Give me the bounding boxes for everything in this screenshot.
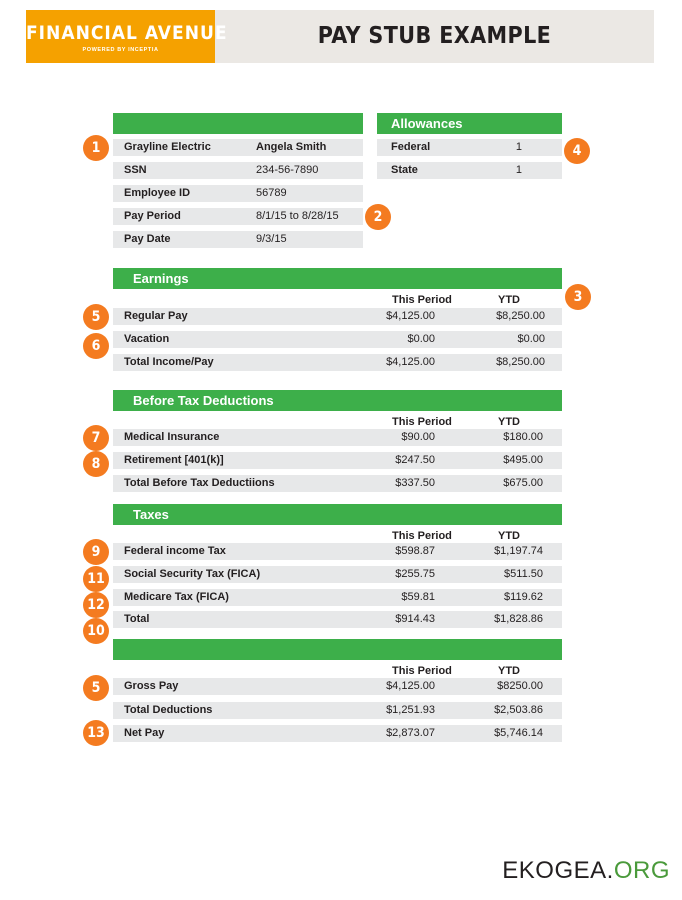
taxes-row — [113, 589, 562, 606]
callout-badge-12: 12 — [83, 592, 109, 618]
callout-badge-3: 3 — [565, 284, 591, 310]
callout-badge-1: 1 — [83, 135, 109, 161]
row-label: Net Pay — [124, 727, 165, 739]
allowance-row — [377, 162, 562, 179]
before-tax-row — [113, 452, 562, 469]
allowances-title: Allowances — [377, 113, 562, 134]
row-ytd: $511.50 — [504, 568, 543, 580]
callout-badge-4: 4 — [564, 138, 590, 164]
row-period: $337.50 — [395, 477, 435, 489]
row-period: $0.00 — [407, 333, 435, 345]
taxes-row — [113, 566, 562, 583]
row-period: $4,125.00 — [386, 680, 435, 692]
row-label: Vacation — [124, 333, 170, 345]
footer-brand: EKOGEA. — [502, 857, 614, 884]
earnings-title: Earnings — [113, 268, 562, 289]
summary-col-period: This Period — [392, 665, 452, 677]
row-period: $914.43 — [395, 613, 435, 625]
row-label: Total Before Tax Deductiions — [124, 477, 275, 489]
employee-id-value: 56789 — [256, 187, 287, 199]
page-title: PAY STUB EXAMPLE — [317, 23, 552, 49]
callout-badge-7: 7 — [83, 425, 109, 451]
callout-badge-13: 13 — [83, 720, 109, 746]
earnings-row — [113, 331, 562, 348]
allowance-federal-label: Federal — [391, 141, 431, 153]
allowance-state-label: State — [391, 164, 418, 176]
row-ytd: $180.00 — [503, 431, 543, 443]
row-ytd: $8250.00 — [497, 680, 543, 692]
earnings-col-period: This Period — [392, 294, 452, 306]
callout-badge-5b: 5 — [83, 675, 109, 701]
summary-row — [113, 725, 562, 742]
pay-period-value: 8/1/15 to 8/28/15 — [256, 210, 339, 222]
row-label: Medicare Tax (FICA) — [124, 591, 229, 603]
allowance-federal-value: 1 — [515, 141, 522, 153]
row-label: Regular Pay — [124, 310, 188, 322]
row-period: $59.81 — [401, 591, 435, 603]
callout-badge-2: 2 — [365, 204, 391, 230]
row-label: Total — [124, 613, 150, 625]
pay-date-value: 9/3/15 — [256, 233, 287, 245]
before-tax-title: Before Tax Deductions — [113, 390, 562, 411]
employee-row — [113, 162, 363, 179]
row-label: Gross Pay — [124, 680, 179, 692]
row-ytd: $8,250.00 — [496, 310, 545, 322]
row-label: Federal income Tax — [124, 545, 226, 557]
employee-row — [113, 185, 363, 202]
row-ytd: $1,197.74 — [494, 545, 543, 557]
row-label: Retirement [401(k)] — [124, 454, 224, 466]
summary-row — [113, 678, 562, 695]
row-period: $4,125.00 — [386, 310, 435, 322]
employee-name: Angela Smith — [256, 141, 327, 153]
taxes-col-ytd: YTD — [498, 530, 520, 542]
callout-badge-8: 8 — [83, 451, 109, 477]
earnings-col-ytd: YTD — [498, 294, 520, 306]
before-tax-col-period: This Period — [392, 416, 452, 428]
row-period: $4,125.00 — [386, 356, 435, 368]
row-period: $90.00 — [401, 431, 435, 443]
row-period: $255.75 — [395, 568, 435, 580]
row-period: $598.87 — [395, 545, 435, 557]
allowance-row — [377, 139, 562, 156]
summary-section-bar — [113, 639, 562, 660]
employee-row — [113, 208, 363, 225]
ssn-label: SSN — [124, 164, 147, 176]
earnings-row — [113, 354, 562, 371]
ssn-value: 234-56-7890 — [256, 164, 319, 176]
row-ytd: $8,250.00 — [496, 356, 545, 368]
row-period: $247.50 — [395, 454, 435, 466]
pay-date-label: Pay Date — [124, 233, 171, 245]
taxes-col-period: This Period — [392, 530, 452, 542]
row-ytd: $1,828.86 — [494, 613, 543, 625]
footer-watermark — [502, 856, 670, 886]
summary-col-ytd: YTD — [498, 665, 520, 677]
employee-row — [113, 139, 363, 156]
row-label: Social Security Tax (FICA) — [124, 568, 261, 580]
row-ytd: $5,746.14 — [494, 727, 543, 739]
before-tax-col-ytd: YTD — [498, 416, 520, 428]
row-label: Medical Insurance — [124, 431, 220, 443]
callout-badge-11: 11 — [83, 566, 109, 592]
employee-id-label: Employee ID — [124, 187, 191, 199]
employee-row — [113, 231, 363, 248]
callout-badge-10: 10 — [83, 618, 109, 644]
row-label: Total Deductions — [124, 704, 213, 716]
callout-badge-5: 5 — [83, 304, 109, 330]
before-tax-row — [113, 475, 562, 492]
summary-row — [113, 702, 562, 719]
row-ytd: $495.00 — [503, 454, 543, 466]
callout-badge-9: 9 — [83, 539, 109, 565]
taxes-title: Taxes — [113, 504, 562, 525]
row-ytd: $119.62 — [504, 591, 543, 603]
callout-badge-6: 6 — [83, 333, 109, 359]
taxes-row — [113, 611, 562, 628]
allowance-state-value: 1 — [515, 164, 522, 176]
row-ytd: $2,503.86 — [494, 704, 543, 716]
row-period: $2,873.07 — [386, 727, 435, 739]
pay-period-label: Pay Period — [124, 210, 181, 222]
employee-section-bar — [113, 113, 363, 134]
row-label: Total Income/Pay — [124, 356, 214, 368]
earnings-row — [113, 308, 562, 325]
row-ytd: $675.00 — [503, 477, 543, 489]
row-ytd: $0.00 — [517, 333, 545, 345]
logo-subtitle: POWERED BY INCEPTIA — [82, 47, 159, 53]
logo-title: FINANCIAL AVENUE — [26, 22, 228, 44]
employer-name: Grayline Electric — [124, 141, 211, 153]
taxes-row — [113, 543, 562, 560]
financial-avenue-logo — [26, 10, 228, 63]
before-tax-row — [113, 429, 562, 446]
footer-tld: ORG — [613, 857, 670, 884]
row-period: $1,251.93 — [386, 704, 435, 716]
